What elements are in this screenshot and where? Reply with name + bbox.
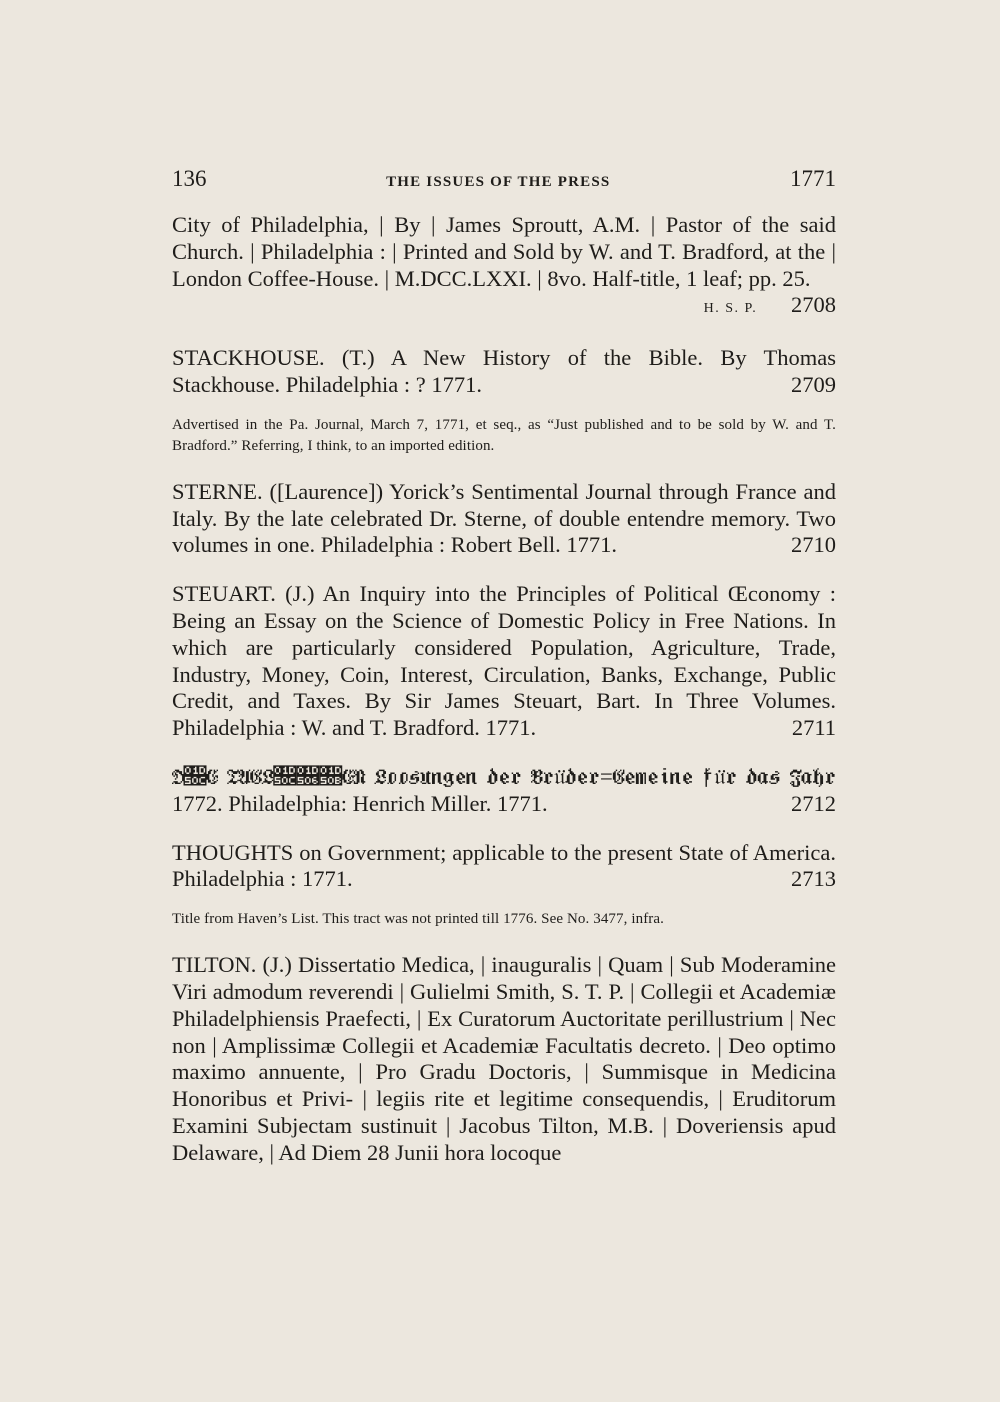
entry-2711 <box>172 581 836 742</box>
entry-number: 2711 <box>791 715 836 741</box>
entry-2708 <box>172 212 836 323</box>
entry-body: THOUGHTS on Government; applicable to the present State of America. Philadelphia : 1771. <box>172 839 836 892</box>
fraktur-title: 𝔇𝔌𝔈 𝔗𝔄𝔊𝔏𝔌𝔆𝔋𝔈𝔑 𝔏𝔬𝔬𝔰𝔲𝔫𝔤𝔢𝔫 𝔡𝔢𝔯 𝔅𝔯𝔲̈𝔡𝔢𝔯=𝔊𝔢𝔪𝔢𝔦𝔫𝔢 𝔣𝔲̈𝔯 𝔡𝔞𝔰 𝔍𝔞𝔥𝔯 <box>172 763 836 789</box>
running-header <box>172 166 836 192</box>
page-content <box>172 212 836 1167</box>
entry-number: 2709 <box>791 371 836 397</box>
entry-number: 2710 <box>791 532 836 558</box>
entry-body: STERNE. ([Laurence]) Yorick’s Sentimental Journal through France and Italy. By the late celebrated Dr. Sterne, of double entendre memory. Two volumes in one. Philadelphia : Robert Bell. 1771. <box>172 478 836 558</box>
entry-note: Title from Haven’s List. This tract was not printed till 1776. See No. 3477, infra. <box>172 911 664 928</box>
entry-body: STACKHOUSE. (T.) A New History of the Bible. By Thomas Stackhouse. Philadelphia : ? 1771. <box>172 345 836 397</box>
entry-body: 1772. Philadelphia: Henrich Miller. 1771. <box>172 790 548 816</box>
header-year: 1771 <box>790 166 836 191</box>
entry-body: City of Philadelphia, | By | James Sproutt, A.M. | Pastor of the said Church. | Philadelphia : | Printed and Sold by W. and T. Bradford, at the | London Coffee-House. | M.DCC.LXXI. | 8vo. Half-title, 1 leaf; pp. 25. <box>172 212 836 291</box>
entry-number: 2712 <box>791 790 836 816</box>
entry-2714 <box>172 952 836 1166</box>
entry-2713 <box>172 840 836 894</box>
entry-body: STEUART. (J.) An Inquiry into the Principles of Political Œconomy : Being an Essay on the Science of Domestic Policy in Free Nations. In which are particularly considered Population, Agriculture, Trade, Industry, Money, Coin, Interest, Circulation, Banks, Exchange, Public Credit, and Taxes. By Sir James Steuart, Bart. In Three Volumes. Philadelphia : W. and T. Bradford. 1771. <box>172 581 836 741</box>
entry-number: 2708 <box>791 292 836 318</box>
entry-2709 <box>172 345 836 399</box>
entry-number: 2713 <box>791 866 836 892</box>
page-number: 136 <box>172 166 207 191</box>
entry-end-row <box>172 292 836 323</box>
entry-2710 <box>172 479 836 559</box>
entry-note: Advertised in the Pa. Journal, March 7, 1771, et seq., as “Just published and to be sold by W. and T. Bradford.” Referring, I think, to an imported edition. <box>172 416 836 454</box>
location-mark: H. S. P. <box>703 301 758 317</box>
entry-body: TILTON. (J.) Dissertatio Medica, | inauguralis | Quam | Sub Moderamine Viri admodum reverendi | Gulielmi Smith, S. T. P. | Collegii et Academiæ Philadelphiensis Praefecti, | Ex Curatorum Auctoritate perillustrium | Nec non | Amplissimæ Collegii et Academiæ Facultatis decreto. | Deo optimo maximo annuente, | Pro Gradu Doctoris, | Summisque in Medicina Honoribus et Privi- | legiis rite et legitime consequendis, | Eruditorum Examini Subjectam sustinuit | Jacobus Tilton, M.B. | Doveriensis apud Delaware, | Ad Diem 28 Junii hora locoque <box>172 952 836 1165</box>
running-title: THE ISSUES OF THE PRESS <box>386 174 611 190</box>
entry-2712 <box>172 764 836 818</box>
